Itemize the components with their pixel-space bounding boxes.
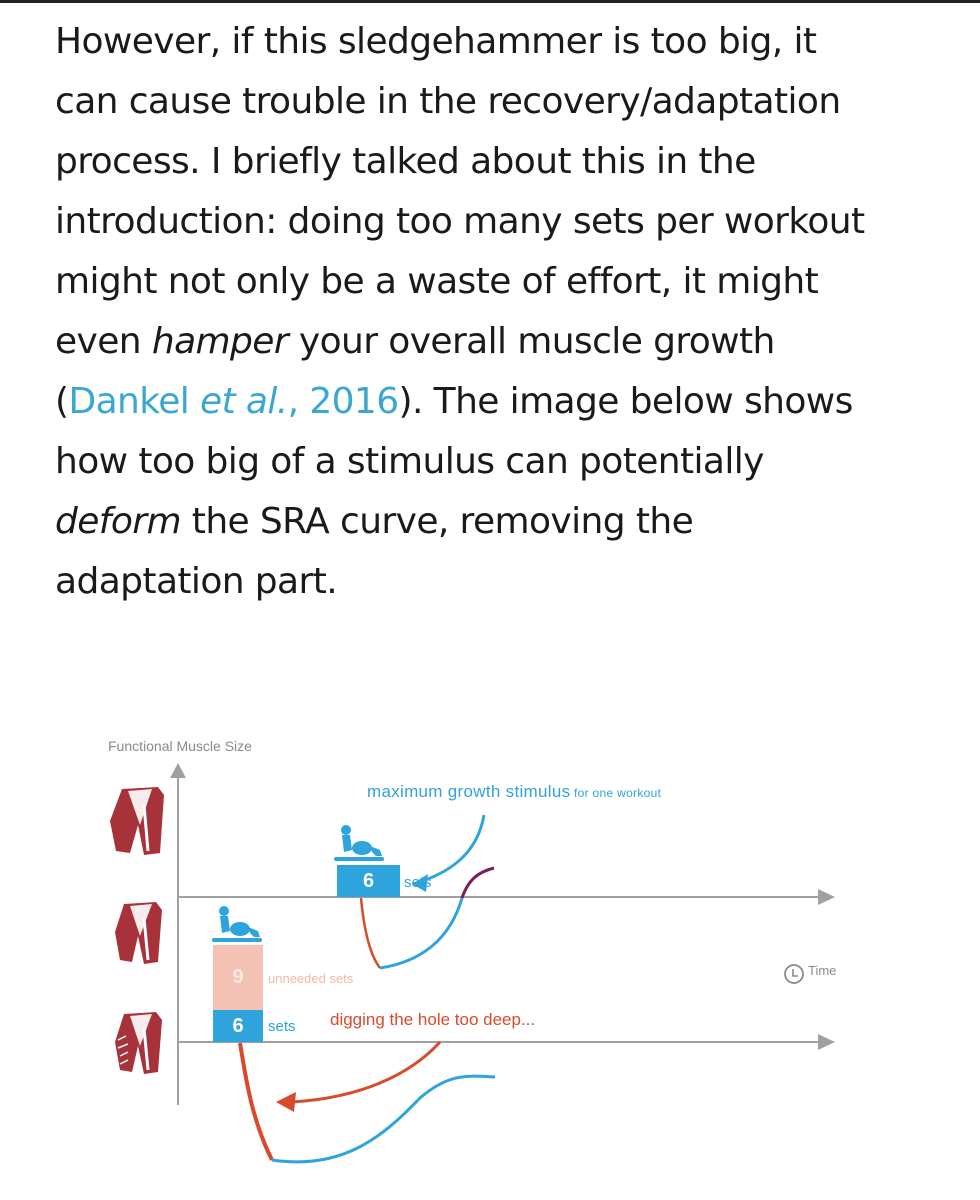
text-line — [55, 132, 945, 192]
text-segment: adaptation part. — [55, 561, 338, 602]
citation-link-dankel-2016[interactable] — [68, 381, 398, 422]
top-sets-box: 6 — [337, 865, 400, 897]
text-segment: can cause trouble in the recovery/adaptation — [55, 81, 841, 122]
needed-sets-label: sets — [268, 1018, 296, 1035]
text-line — [55, 432, 945, 492]
annotation-small: for one workout — [570, 786, 662, 800]
needed-sets-box: 6 — [213, 1010, 263, 1042]
lower-time-axis — [178, 1034, 835, 1050]
emphasis-text: deform — [55, 501, 181, 542]
emphasis-text: hamper — [151, 321, 289, 362]
muscle-large-icon — [110, 787, 164, 855]
link-text: , 2016 — [287, 381, 399, 422]
top-sets-label: sets — [404, 874, 432, 891]
text-segment: introduction: doing too many sets per workout — [55, 201, 865, 242]
text-line — [55, 372, 945, 432]
diagram-graphics — [0, 700, 980, 1200]
y-axis-label: Functional Muscle Size — [108, 738, 252, 754]
text-line — [55, 312, 945, 372]
text-segment: However, if this sledgehammer is too big, it — [55, 21, 817, 62]
text-line — [55, 192, 945, 252]
text-line — [55, 12, 945, 72]
y-axis — [170, 763, 186, 1105]
muscle-damaged-icon — [115, 1012, 162, 1074]
exercise-figure-icon — [334, 825, 384, 861]
unneeded-sets-label: unneeded sets — [268, 971, 354, 986]
text-segment: ). The image below shows — [398, 381, 853, 422]
text-line — [55, 72, 945, 132]
text-segment: ( — [55, 381, 69, 422]
article-paragraph — [55, 12, 945, 612]
text-line — [55, 252, 945, 312]
text-segment: process. I briefly talked about this in the — [55, 141, 756, 182]
text-line — [55, 552, 945, 612]
max-stimulus-annotation — [367, 782, 661, 802]
clock-icon — [785, 965, 803, 983]
link-text: Dankel — [68, 381, 201, 422]
unneeded-sets-box: 9 — [213, 945, 263, 1010]
text-segment: how too big of a stimulus can potentially — [55, 441, 764, 482]
link-emphasis: et al. — [200, 381, 288, 422]
sra-curve-diagram — [0, 700, 980, 1200]
text-segment: even — [55, 321, 152, 362]
digging-annotation: digging the hole too deep... — [330, 1010, 536, 1029]
text-segment: might not only be a waste of effort, it might — [55, 261, 819, 302]
upper-time-axis — [178, 889, 835, 905]
exercise-figure-icon — [212, 906, 262, 942]
annotation-main: maximum growth stimulus — [367, 782, 571, 801]
text-segment: your overall muscle growth — [288, 321, 775, 362]
muscle-medium-icon — [115, 902, 162, 964]
x-axis-label: Time — [808, 963, 837, 978]
text-segment: the SRA curve, removing the — [180, 501, 694, 542]
top-border — [0, 0, 980, 3]
text-line — [55, 492, 945, 552]
